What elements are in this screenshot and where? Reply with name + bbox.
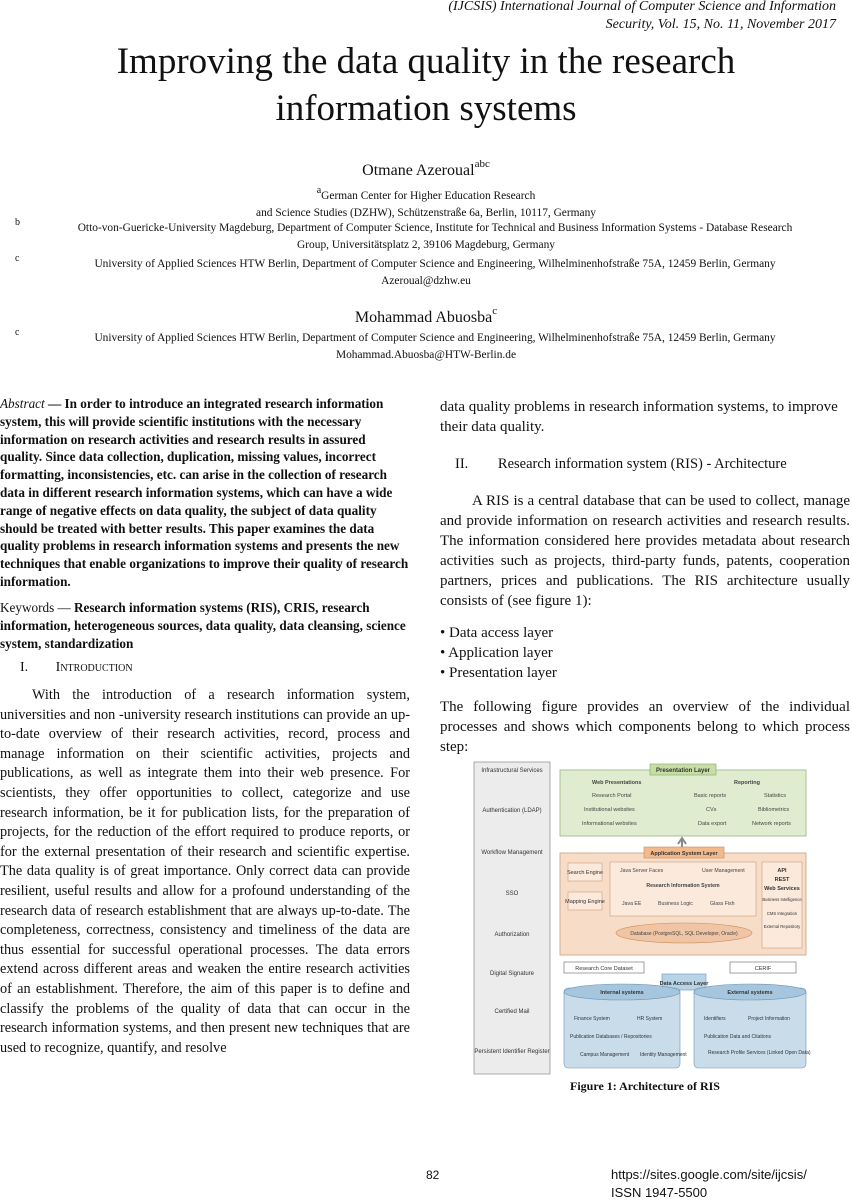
internal-item: Identity Management [640, 1052, 687, 1058]
journal-header [448, 0, 836, 34]
aff-c1-label: c [15, 253, 20, 264]
web-item: Research Portal [592, 793, 632, 799]
page-number: 82 [426, 1168, 440, 1182]
intro-paragraph: With the introduction of a research information system, universities and non -university research institutions can provide an up-to-date overview of their research activities, record, process and manage information on their scientific activities, projects and publications, as well as integrate them into their web presence. For scientists, they offer opportunities to collect, categorize and use research information, be it for publication lists, for the preparation of projects, for the reduction of the effort required to produce reports, or for the external presentation of their research and scientific expertise. The data quality is of great importance. Only correct data can provide resilient, useful results and allow for a profound understanding of the research data of research establishment that are always up-to-date. The completeness, correctness, consistency and timeliness of the data are thus essential for successful operational processes. The data errors extend across different areas and weaken the entire research activities of an establishment. Therefore, the aim of this paper is to define and classify the problems of the quality of data that can occur in the research information systems, and then present new techniques that are used to recognize, quantify, and resolve [0, 687, 410, 1056]
infra-signature: Digital Signature [489, 971, 535, 977]
infra-workflow: Workflow Management [481, 850, 543, 856]
section-1-title: Introduction [55, 660, 133, 675]
keywords-text: Research information systems (RIS), CRIS, research information, heterogeneous sources, data quality, data cleansing, science system, standardization [0, 600, 406, 651]
footer-url: https://sites.google.com/site/ijcsis/ [611, 1167, 807, 1182]
title-line-1: Improving the data quality in the research [116, 41, 736, 82]
external-item: Identifiers [704, 1016, 726, 1022]
author-1-email: Azeroual@dzhw.eu [381, 275, 471, 287]
author-2 [0, 305, 852, 327]
report-item: Statistics [764, 793, 787, 799]
report-item: Network reports [752, 821, 791, 827]
abstract-label: Abstract [0, 396, 45, 411]
ris-paragraph: A RIS is a central database that can be used to collect, manage and provide information on research activities and research results. The information considered here provides metadata about research activities such as projects, third-party funds, patents, cooperation partners, prices and publications. The RIS architecture usually consists of (see figure 1): [440, 493, 850, 609]
aff-a-line2: and Science Studies (DZHW), Schützenstraße 6a, Berlin, 10117, Germany [256, 207, 596, 219]
infra-title: Infrastructural Services [481, 768, 543, 774]
web-item: Institutional websites [584, 807, 635, 813]
affiliation-c-2 [0, 327, 852, 364]
affiliation-a [0, 182, 852, 222]
external-item: Research Profile Services (Linked Open Data) [708, 1050, 811, 1056]
section-2-heading [455, 456, 787, 473]
title-line-2: information systems [275, 88, 577, 129]
internal-systems-label: Internal systems [600, 990, 644, 996]
figure-intro: The following figure provides an overview of the individual processes and shows which components belong to which process step: [440, 699, 850, 755]
external-item: Project Information [748, 1016, 790, 1022]
author-2-sup: c [492, 305, 498, 317]
internal-item: Publication Databases / Repositories [570, 1034, 652, 1040]
paper-title [0, 38, 852, 132]
search-engine-label: Search Engine [566, 870, 604, 876]
app-item: Research Information System [646, 883, 720, 889]
aff-c2-line1: University of Applied Sciences HTW Berlin, Department of Computer Science and Engineering, Wilhelminenhofstraße 75A, 12459 Berlin, Germany [94, 332, 776, 344]
section-2-number: II. [455, 456, 469, 472]
api-item: External Repository [763, 924, 801, 929]
journal-line-2: Security, Vol. 15, No. 11, November 2017 [605, 17, 836, 32]
app-item: User Management [702, 868, 745, 874]
aff-b-line1: Otto-von-Guericke-University Magdeburg, Department of Computer Science, Institute for Technical and Business Information Systems - Database Research [77, 222, 793, 234]
section-1-number: I. [20, 660, 29, 675]
infra-sso: SSO [505, 891, 519, 897]
cerif-label: CERIF [754, 966, 772, 972]
journal-line-1: (IJCSIS) International Journal of Computer Science and Information [448, 0, 836, 14]
database-label: Database (PostgreSQL, SQL Developer, Oracle) [630, 931, 738, 937]
author-1-sup: abc [474, 158, 490, 170]
aff-b-line2: Group, Universitätsplatz 2, 39106 Magdeburg, Germany [297, 239, 555, 251]
aff-c2-label: c [15, 327, 20, 338]
abstract [0, 395, 410, 591]
application-layer-label: Application System Layer [650, 851, 718, 857]
section-1-heading [20, 660, 133, 676]
internal-item: Campus Management [580, 1052, 630, 1058]
app-item: Java EE [622, 901, 642, 907]
affiliation-c-1 [0, 253, 852, 290]
api-item: API [777, 868, 787, 874]
report-item: CVs [706, 807, 717, 813]
api-item: Business Intelligence [762, 897, 802, 902]
abstract-text: In order to introduce an integrated research information system, this will provide scientific institutions with the necessary information on research activities and research results in assured quality. Since data collection, duplication, missing values, incorrect formatting, inconsistencies, etc. can arise in the collection of research data in different research information systems, which can have a wide range of negative effects on data quality, the subject of data quality should be treated with better results. This paper examines the data quality problems in research information systems and presents the new techniques that enable organizations to improve their quality of research information. [0, 396, 409, 589]
list-item: • Presentation layer [440, 665, 557, 681]
infra-auth: Authentication (LDAP) [482, 808, 542, 814]
figure-caption: Figure 1: Architecture of RIS [570, 1079, 720, 1093]
app-item: Java Server Faces [620, 868, 664, 874]
api-item: REST [774, 877, 790, 883]
mapping-engine-label: Mapping Engine [565, 899, 605, 905]
app-item: Glass Fish [710, 901, 735, 907]
keywords [0, 599, 410, 652]
reporting-label: Reporting [734, 780, 760, 786]
author-1 [0, 158, 852, 180]
web-presentations-label: Web Presentations [592, 780, 642, 786]
api-item: Web Services [764, 886, 800, 892]
core-dataset-label: Research Core Dataset [575, 966, 633, 972]
report-item: Bibliometrics [758, 807, 790, 813]
aff-b-label: b [15, 217, 20, 228]
footer-right [611, 1166, 807, 1202]
infra-mail: Certified Mail [494, 1009, 530, 1015]
author-2-email: Mohammad.Abuosba@HTW-Berlin.de [335, 349, 517, 361]
aff-a-line1: German Center for Higher Education Research [321, 190, 536, 202]
web-item: Informational websites [582, 821, 637, 827]
internal-item: HR System [637, 1016, 663, 1022]
affiliation-b [0, 217, 852, 254]
api-item: CMS Integration [766, 911, 798, 916]
presentation-layer-label: Presentation Layer [655, 768, 711, 774]
right-continuation: data quality problems in research information systems, to improve their data quality. [440, 399, 838, 435]
report-item: Data export [698, 821, 727, 827]
app-item: Business Logic [658, 901, 693, 907]
internal-item: Finance System [574, 1016, 610, 1022]
layer-list [440, 623, 850, 683]
ris-architecture-figure [472, 760, 812, 1078]
infra-pid: Persistent Identifier Register [474, 1049, 550, 1055]
report-item: Basic reports [694, 793, 727, 799]
aff-a-label: a [316, 185, 322, 196]
author-2-name: Mohammad Abuosba [354, 309, 493, 326]
author-1-name: Otmane Azeroual [362, 162, 475, 179]
list-item: • Data access layer [440, 625, 554, 641]
section-2-title: Research information system (RIS) - Architecture [497, 456, 787, 472]
list-item: • Application layer [440, 645, 553, 661]
footer-issn: ISSN 1947-5500 [611, 1185, 708, 1200]
api-box [762, 862, 802, 948]
external-item: Publication Data and Citations [704, 1034, 771, 1040]
data-access-label: Data Access Layer [659, 981, 709, 987]
external-systems-label: External systems [727, 990, 773, 996]
keywords-label: Keywords — [0, 600, 74, 615]
abstract-dash: — [44, 396, 65, 411]
infra-authorization: Authorization [494, 932, 530, 938]
aff-c1-line1: University of Applied Sciences HTW Berlin, Department of Computer Science and Engineering, Wilhelminenhofstraße 75A, 12459 Berlin, Germany [94, 258, 776, 270]
